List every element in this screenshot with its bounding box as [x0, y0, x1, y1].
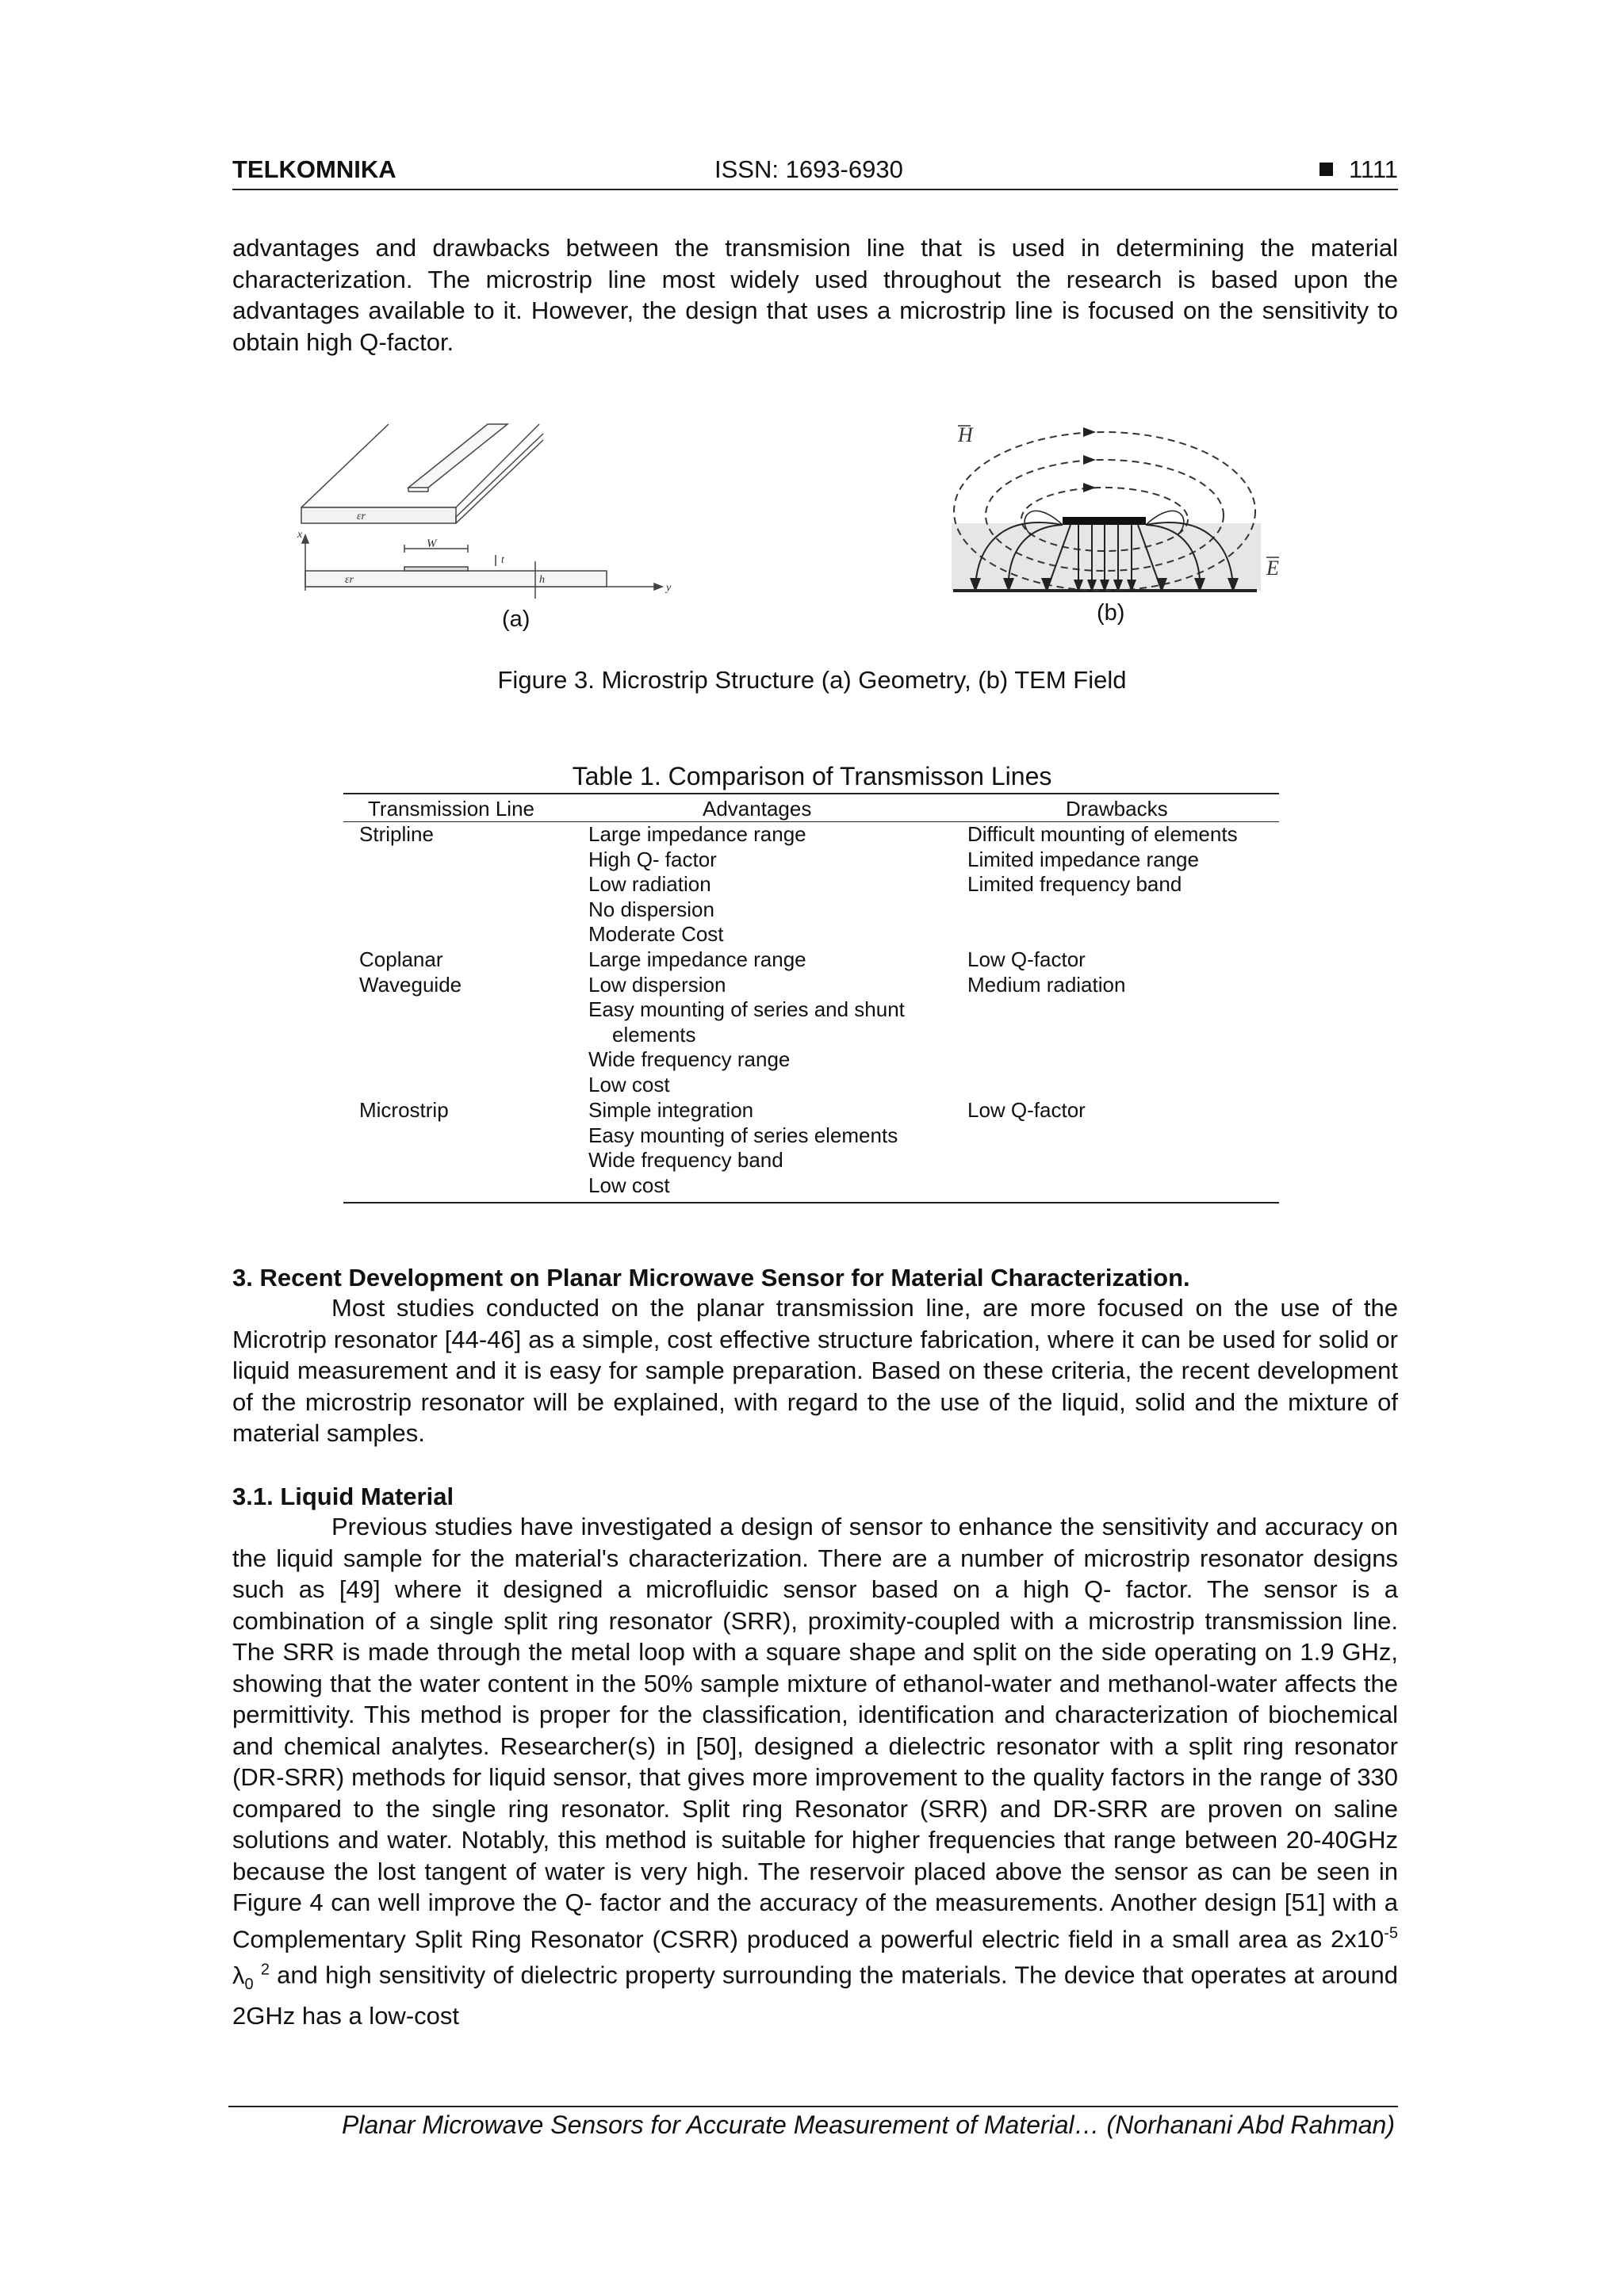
h-field-label: H — [958, 423, 973, 446]
square-bullet-icon — [1320, 163, 1333, 176]
list-item: Easy mounting of series and shunt — [588, 997, 905, 1021]
list-item: Difficult mounting of elements — [967, 822, 1238, 846]
e-field-label: E — [1266, 557, 1279, 580]
section-3-1-heading: 3.1. Liquid Material — [232, 1483, 454, 1510]
list-item: Limited impedance range — [967, 847, 1199, 871]
table-cell: Microstrip — [359, 1098, 449, 1122]
table-cell: Waveguide — [359, 972, 462, 997]
list-item: Low radiation — [588, 872, 711, 896]
table-row-microstrip-advantages — [588, 1098, 898, 1198]
footer-text: Planar Microwave Sensors for Accurate Measurement of Material… (Norhanani Abd Rahman) — [342, 2110, 1395, 2139]
table-caption: Table 1. Comparison of Transmisson Lines — [572, 762, 1052, 790]
intro-paragraph: advantages and drawbacks between the transmision line that is used in determining the material characterization. The microstrip line most widely used throughout the research is based upon the advantages available to it. However, the design that uses a microstrip line is focused on the sensitivity to obtain high Q-factor. — [232, 234, 1398, 356]
table-row-microstrip-line — [359, 1098, 449, 1123]
width-label: W — [427, 538, 437, 550]
table-row-stripline-line — [359, 822, 434, 848]
list-item: Wide frequency range — [588, 1047, 791, 1071]
list-item: High Q- factor — [588, 847, 717, 871]
list-item: Low dispersion — [588, 972, 726, 997]
er-label-top: εr — [357, 511, 366, 522]
paragraph-text-tail: and high sensitivity of dielectric property surrounding the materials. The device that operates at around 2GHz has a low-cost — [232, 1961, 1398, 2030]
comparison-table — [343, 793, 1279, 1203]
thickness-label: t — [501, 554, 504, 566]
table-cell: Coplanar — [359, 947, 443, 971]
section-3-1-paragraph — [232, 1511, 1398, 2032]
list-item: Limited frequency band — [967, 872, 1182, 896]
microstrip-geometry-figure — [293, 420, 737, 610]
list-item: Low Q-factor — [967, 947, 1086, 971]
header-transmission-line: Transmission Line — [368, 797, 535, 821]
page-header — [232, 155, 1398, 190]
list-item: Low cost — [588, 1072, 670, 1096]
page-number-block — [1320, 155, 1398, 184]
list-item: Wide frequency band — [588, 1148, 783, 1172]
table-row-stripline-advantages — [588, 822, 806, 947]
x-axis-label: x — [297, 529, 303, 541]
table-row-coplanar-drawbacks — [967, 947, 1125, 997]
list-item: elements — [612, 1022, 696, 1047]
subfigure-b-label: (b) — [1097, 600, 1125, 626]
paragraph-text: Previous studies have investigated a design of sensor to enhance the sensitivity and accuracy on the liquid sample for the material's characterization. There are a number of microstrip resonator designs such as [49] where it designed a microfluidic sensor based on a high Q- factor. The sensor is a combination of a single split ring resonator (SRR), proximity-coupled with a microstrip transmission line. The SRR is made through the metal loop with a square shape and split on the side operating on 1.9 GHz, showing that the water content in the 50% sample mixture of ethanol-water and methanol-water affects the permittivity. This method is proper for the classification, identification and characterization of biochemical and chemical analytes. Researcher(s) in [50], designed a dielectric resonator with a split ring resonator (DR-SRR) methods for liquid sensor, that gives more improvement to the quality factors in the range of 330 compared to the single ring resonator. Split ring Resonator (SRR) and DR-SRR are proven on saline solutions and water. Notably, this method is suitable for higher frequencies that range between 20-40GHz because the lost tangent of water is very high. The reservoir placed above the sensor as can be seen in Figure 4 can well improve the Q- factor and the accuracy of the measurements. Another design [51] with a Complementary Split Ring Resonator (CSRR) produced a powerful electric field in a small area as — [232, 1513, 1398, 1953]
table-cell: Stripline — [359, 822, 434, 846]
table-row-coplanar-advantages — [588, 947, 905, 1097]
page-footer — [228, 2106, 1398, 2140]
er-label-section: εr — [345, 574, 354, 586]
list-item: Simple integration — [588, 1098, 754, 1122]
list-item: Easy mounting of series elements — [588, 1123, 898, 1147]
table-row-coplanar-line — [359, 947, 462, 997]
list-item: No dispersion — [588, 897, 714, 921]
table-header-row — [343, 794, 1279, 822]
list-item: Moderate Cost — [588, 922, 724, 946]
list-item: Large impedance range — [588, 947, 806, 971]
section-3-paragraph: Most studies conducted on the planar transmission line, are more focused on the use of the Microtrip resonator [44-46] as a simple, cost effective structure fabrication, where it can be used for solid or liquid measurement and it is easy for sample preparation. Based on these criteria, the recent development of the microstrip resonator will be explained, with regard to the use of the liquid, solid and the mixture of material samples. — [232, 1294, 1398, 1447]
y-axis-label: y — [666, 582, 672, 594]
list-item: Low Q-factor — [967, 1098, 1086, 1122]
subfigure-a-label: (a) — [502, 607, 530, 632]
table-row-stripline-drawbacks — [967, 822, 1238, 897]
figure-caption: Figure 3. Microstrip Structure (a) Geometry, (b) TEM Field — [497, 666, 1127, 694]
formula: $2x10^{-5}$ $\lambda_0$ $^2$ — [232, 1924, 1398, 1993]
header-advantages: Advantages — [703, 797, 812, 821]
issn: ISSN: 1693-6930 — [714, 155, 903, 183]
section-3-heading: 3. Recent Development on Planar Microwave Sensor for Material Characterization. — [232, 1264, 1190, 1292]
list-item: Low cost — [588, 1173, 670, 1197]
header-drawbacks: Drawbacks — [1066, 797, 1168, 821]
tem-field-figure — [944, 408, 1293, 607]
page-number: 1111 — [1348, 155, 1398, 183]
list-item: Medium radiation — [967, 972, 1126, 997]
journal-name: TELKOMNIKA — [232, 155, 396, 183]
height-label: h — [539, 574, 545, 586]
table-row-microstrip-drawbacks — [967, 1098, 1086, 1123]
list-item: Large impedance range — [588, 822, 806, 846]
